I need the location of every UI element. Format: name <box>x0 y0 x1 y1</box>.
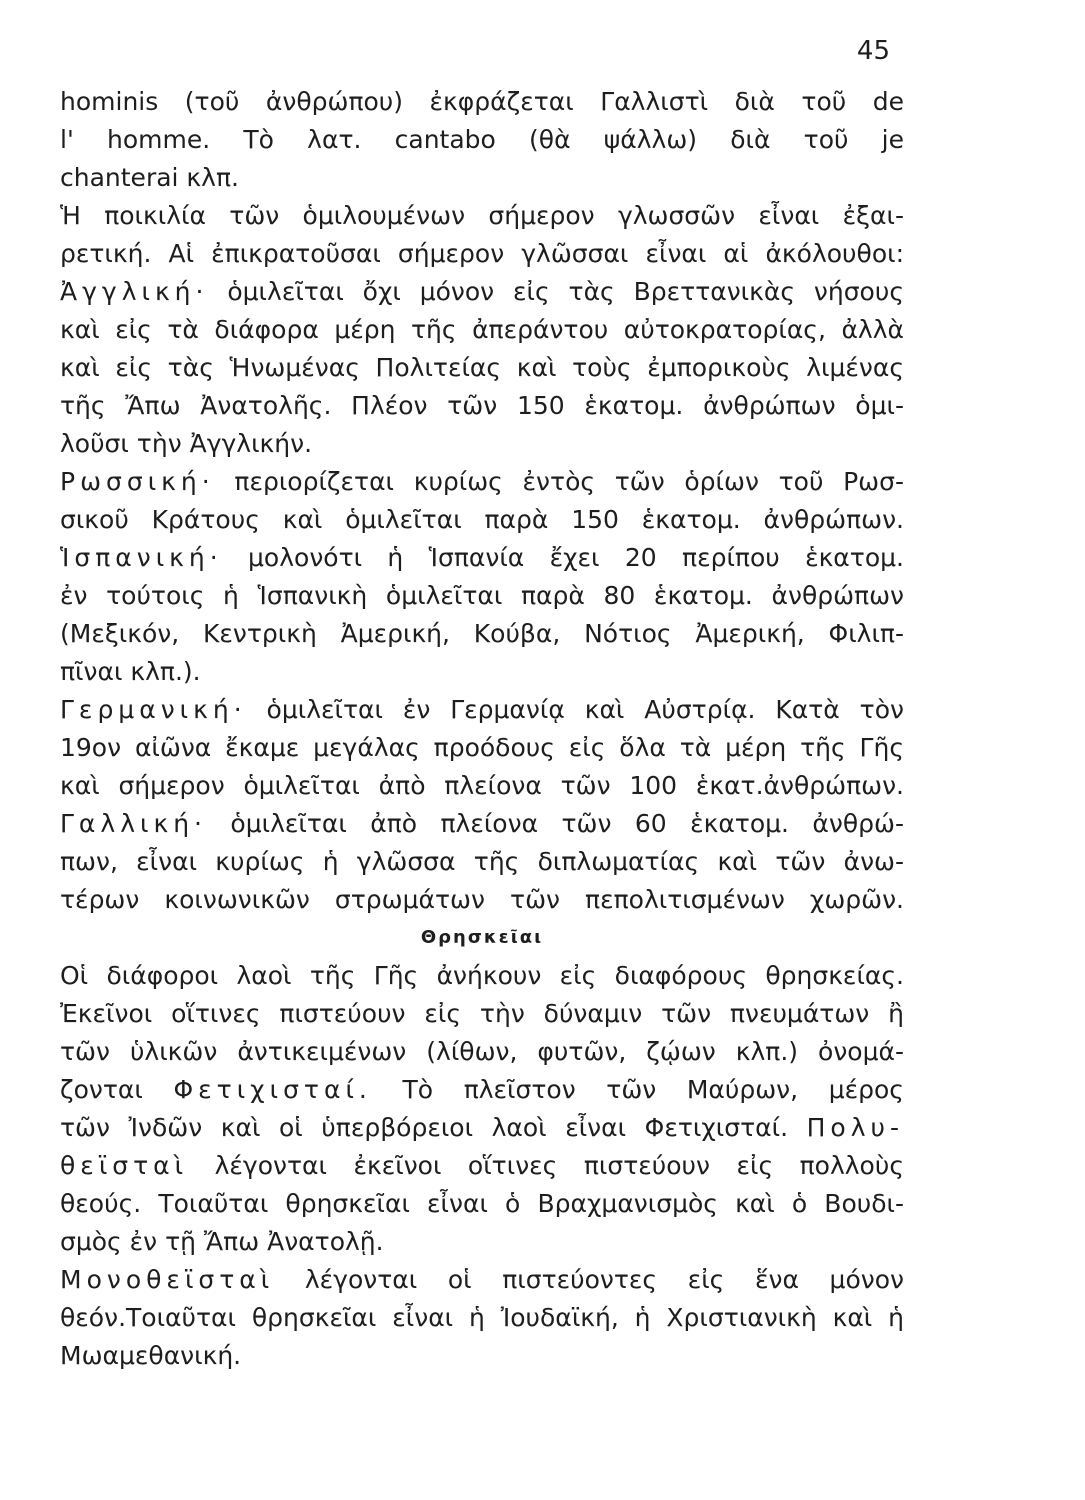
term-ispanike: Ἱσπανική· <box>60 543 223 572</box>
text-segment: λέγονται οἱ πιστεύοντες εἰς ἕνα μόνον <box>304 1265 904 1294</box>
text-line: θεούς. Τοιαῦται θρησκεῖαι εἶναι ὁ Βραχμανισμὸς καὶ ὁ Βουδι- <box>60 1189 904 1218</box>
text-line <box>60 1071 904 1109</box>
body-text <box>60 83 904 1375</box>
text-line: ρετική. Αἱ ἐπικρατοῦσαι σήμερον γλῶσσαι εἶναι αἱ ἀκόλουθοι: <box>60 239 904 268</box>
text-line <box>60 691 904 729</box>
page-number: 45 <box>856 36 890 66</box>
text-line <box>60 805 904 843</box>
text-segment: ὁμιλεῖται ἐν Γερμανίᾳ καὶ Αὐστρίᾳ. Κατὰ τὸν <box>266 695 904 724</box>
text-line <box>60 539 904 577</box>
term-gallike: Γαλλική· <box>60 809 207 838</box>
text-segment: Τὸ πλεῖστον τῶν Μαύρων, μέρος <box>402 1075 904 1104</box>
term-theistai: θεϊσταὶ <box>60 1151 189 1180</box>
text-line: Ἡ ποικιλία τῶν ὁμιλουμένων σήμερον γλωσσῶν εἶναι ἐξαι- <box>60 201 904 230</box>
text-line: Ἐκεῖνοι οἵτινες πιστεύουν εἰς τὴν δύναμιν τῶν πνευμάτων ἢ <box>60 999 904 1028</box>
text-line: ἐν τούτοις ἡ Ἱσπανικὴ ὁμιλεῖται παρὰ 80 ἑκατομ. ἀνθρώπων <box>60 581 904 610</box>
text-line: 19ον αἰῶνα ἔκαμε μεγάλας προόδους εἰς ὅλα τὰ μέρη τῆς Γῆς <box>60 733 904 762</box>
text-segment: μολονότι ἡ Ἱσπανία ἔχει 20 περίπου ἑκατομ. <box>248 543 904 572</box>
text-segment: λέγονται ἐκεῖνοι οἵτινες πιστεύουν εἰς πολλοὺς <box>214 1151 904 1180</box>
text-line: λοῦσι τὴν Ἀγγλικήν. <box>60 429 313 458</box>
text-line: καὶ εἰς τὰς Ἡνωμένας Πολιτείας καὶ τοὺς ἐμπορικοὺς λιμένας <box>60 353 904 382</box>
text-line <box>60 1147 904 1185</box>
text-line: (Μεξικόν, Κεντρικὴ Ἀμερική, Κούβα, Νότιος Ἀμερική, Φιλιπ- <box>60 619 904 648</box>
term-monotheistai: Μονοθεϊσταὶ <box>60 1265 275 1294</box>
text-line <box>60 1261 904 1299</box>
text-segment: ζονται <box>60 1075 143 1104</box>
term-rossike: Ρωσσική· <box>60 467 215 496</box>
text-segment: περιορίζεται κυρίως ἐντὸς τῶν ὁρίων τοῦ Ρωσ- <box>234 467 904 496</box>
term-germanike: Γερμανική· <box>60 695 247 724</box>
text-line: Οἱ διάφοροι λαοὶ τῆς Γῆς ἀνήκουν εἰς διαφόρους θρησκείας. <box>60 961 904 990</box>
text-line: πων, εἶναι κυρίως ἡ γλῶσσα τῆς διπλωματίας καὶ τῶν ἀνω- <box>60 847 904 876</box>
text-line: l' homme. Τὸ λατ. cantabo (θὰ ψάλλω) διὰ τοῦ je <box>60 125 904 154</box>
text-line: τῶν ὑλικῶν ἀντικειμένων (λίθων, φυτῶν, ζῴων κλπ.) ὀνομά- <box>60 1037 904 1066</box>
text-line: hominis (τοῦ ἀνθρώπου) ἐκφράζεται Γαλλιστὶ διὰ τοῦ de <box>60 87 904 116</box>
term-anglike: Ἀγγλική· <box>60 277 209 306</box>
text-line: chanterai κλπ. <box>60 163 239 192</box>
text-line <box>60 273 904 311</box>
section-heading: Θρησκεῖαι <box>420 927 544 948</box>
text-line <box>60 1109 904 1147</box>
text-line: θεόν.Τοιαῦται θρησκεῖαι εἶναι ἡ Ἰουδαϊκή, ἡ Χριστιανικὴ καὶ ἡ <box>60 1303 904 1332</box>
text-line <box>60 463 904 501</box>
text-segment: ὁμιλεῖται ἀπὸ πλείονα τῶν 60 ἑκατομ. ἀνθρώ- <box>230 809 904 838</box>
text-line: καὶ σήμερον ὁμιλεῖται ἀπὸ πλείονα τῶν 100 ἑκατ.ἀνθρώπων. <box>60 771 904 800</box>
term-poly: Πολυ- <box>806 1113 905 1142</box>
text-line: πῖναι κλπ.). <box>60 657 201 686</box>
text-segment: ὁμιλεῖται ὄχι μόνον εἰς τὰς Βρεττανικὰς νήσους <box>227 277 904 306</box>
term-fetichistai: Φετιχισταί. <box>173 1075 372 1104</box>
text-line: τέρων κοινωνικῶν στρωμάτων τῶν πεπολιτισμένων χωρῶν. <box>60 885 904 914</box>
text-line: σικοῦ Κράτους καὶ ὁμιλεῖται παρὰ 150 ἑκατομ. ἀνθρώπων. <box>60 505 904 534</box>
text-segment: τῶν Ἰνδῶν καὶ οἱ ὑπερβόρειοι λαοὶ εἶναι Φετιχισταί. <box>60 1113 789 1142</box>
text-line: τῆς Ἄπω Ἀνατολῆς. Πλέον τῶν 150 ἑκατομ. ἀνθρώπων ὁμι- <box>60 391 904 420</box>
text-line: σμὸς ἐν τῇ Ἄπω Ἀνατολῇ. <box>60 1227 384 1256</box>
text-line: Μωαμεθανική. <box>60 1341 242 1370</box>
text-line: καὶ εἰς τὰ διάφορα μέρη τῆς ἀπεράντου αὐτοκρατορίας, ἀλλὰ <box>60 315 904 344</box>
